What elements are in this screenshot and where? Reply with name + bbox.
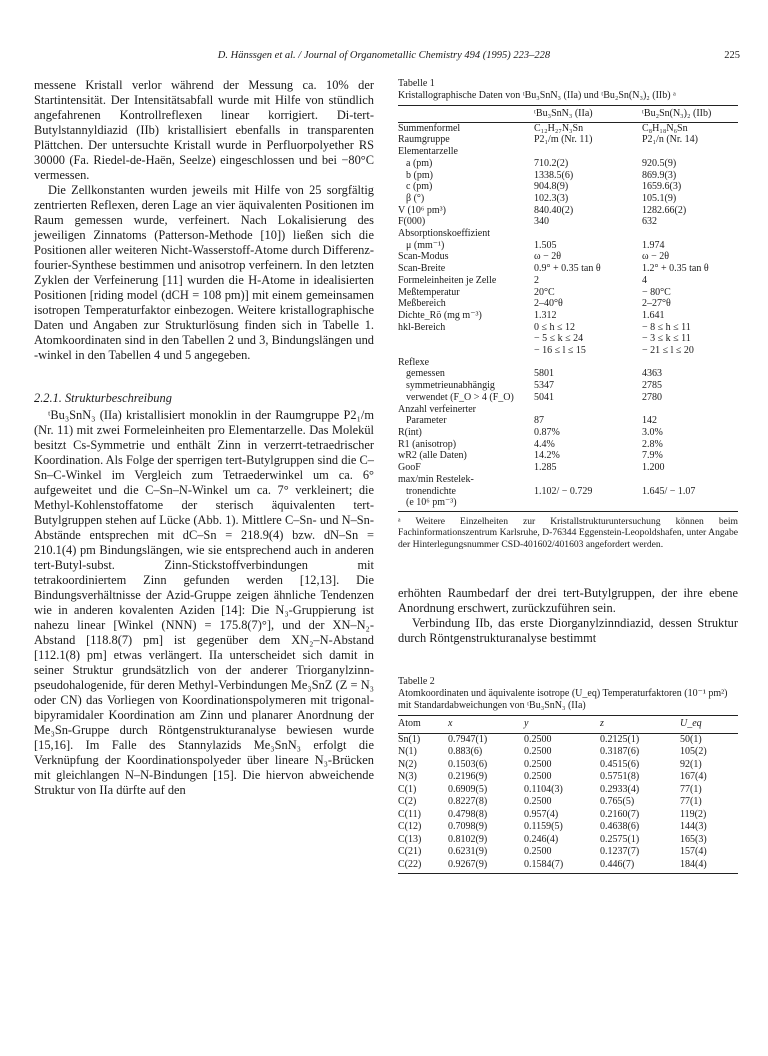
table2-row <box>398 746 738 759</box>
table1-cell: 2.8% <box>642 438 663 450</box>
table1-footnote: ᵃ Weitere Einzelheiten zur Kristallstrukturuntersuchung können beim Fachinformationszentrum Karlsruhe, D-76344 Eggenstein-Leopoldshafen, unter Angabe der Hinterlegungsnummer CSD-401602/401603 angefordert werden. <box>398 515 738 550</box>
table1-cell: − 8 ≤ h ≤ 11 <box>642 321 691 333</box>
table1-cell: hkl-Bereich <box>398 321 446 333</box>
table2-caption-text: Atomkoordinaten und äquivalente isotrope (U_eq) Temperaturfaktoren (10⁻¹ pm²) mit Standardabweichungen von ᵗBu₃SnN₃ (IIa) <box>398 688 728 712</box>
table1-cell: tronendichte <box>406 485 456 497</box>
table1-row <box>398 486 738 498</box>
table2-cell: C(12) <box>398 821 422 833</box>
table1 <box>398 106 738 509</box>
table1-cell <box>534 404 642 416</box>
table2-cell: 0.6909(5) <box>448 783 488 795</box>
table1-row <box>398 216 738 228</box>
table1-cell: C₈H₁₈N₆Sn <box>642 122 688 134</box>
table1-cell: 4 <box>642 274 647 286</box>
table1-cell: F(000) <box>398 216 426 228</box>
table2-cell: 0.2125(1) <box>600 733 640 745</box>
table1-cell: − 3 ≤ k ≤ 11 <box>642 333 691 345</box>
table1-cell: 0 ≤ h ≤ 12 <box>534 321 575 333</box>
table1-cell: 142 <box>642 415 657 427</box>
table2-cell: 0.8227(8) <box>448 796 488 808</box>
table1-cell <box>642 497 738 509</box>
table2-cell: N(2) <box>398 758 417 770</box>
table1-cell: Scan-Modus <box>398 251 449 263</box>
table2-cell: 0.2575(1) <box>600 833 640 845</box>
table1-cell: symmetrieunabhängig <box>406 380 495 392</box>
table1-row <box>398 497 738 509</box>
table2-row <box>398 846 738 859</box>
table1-row <box>398 287 738 299</box>
table1-header-row <box>398 106 738 122</box>
table1-cell: 710.2(2) <box>534 157 569 169</box>
table1-row <box>398 146 738 158</box>
table1-cell: − 21 ≤ l ≤ 20 <box>642 345 694 357</box>
table2-cell: 105(2) <box>680 746 707 758</box>
table1-cell: Absorptionskoeffizient <box>398 228 491 240</box>
table2-cell: 0.4798(8) <box>448 808 488 820</box>
table2-cell: 0.446(7) <box>600 859 680 874</box>
table1-cell: Summenformel <box>398 122 461 134</box>
table1-cell: 20°C <box>534 286 555 298</box>
table2-cell: 0.2500 <box>524 846 552 858</box>
table2-cell: C(2) <box>398 796 417 808</box>
table2-row <box>398 796 738 809</box>
table1-cell: − 16 ≤ l ≤ 15 <box>534 345 586 357</box>
table1-cell <box>642 228 738 240</box>
table1-row <box>398 205 738 217</box>
table1-row <box>398 368 738 380</box>
table2-cell: 0.8102(9) <box>448 833 488 845</box>
table1-row <box>398 298 738 310</box>
table1-header-cell: ᵗBu₂Sn(N₃)₂ (IIb) <box>642 106 738 122</box>
table2-row <box>398 809 738 822</box>
table1-cell: 1.645/ − 1.07 <box>642 485 696 497</box>
table2-row <box>398 859 738 874</box>
table2-cell: 0.2500 <box>524 758 552 770</box>
running-header <box>28 50 740 66</box>
table1-cell <box>642 357 738 369</box>
table2-cell: 157(4) <box>680 846 707 858</box>
table1-row <box>398 322 738 334</box>
table2-row <box>398 733 738 746</box>
table1-cell: P2₁/n (Nr. 14) <box>642 134 698 146</box>
table1-cell: − 80°C <box>642 286 671 298</box>
table1-cell <box>534 357 642 369</box>
table2-cell: 0.2500 <box>524 746 552 758</box>
table1-cell: max/min Restelek- <box>398 473 474 485</box>
table2-cell: C(1) <box>398 783 417 795</box>
page-number: 225 <box>724 50 740 61</box>
table1-cell: 1338.5(6) <box>534 169 574 181</box>
body-paragraph: erhöhten Raumbedarf der drei tert-Butylgruppen, der ihre ebene Anordnung erschwert, zurückzuführen sein. <box>398 586 738 616</box>
table1-cell <box>642 146 738 158</box>
table1-cell: 1.285 <box>534 462 557 474</box>
table2-row <box>398 784 738 797</box>
table2-header-row <box>398 716 738 733</box>
table1-cell: μ (mm⁻¹) <box>406 239 445 251</box>
table1-cell: Formeleinheiten je Zelle <box>398 274 497 286</box>
table1-cell: 1.312 <box>534 309 557 321</box>
table1-cell <box>534 474 642 486</box>
table1-cell <box>398 333 534 345</box>
table1-cell: − 5 ≤ k ≤ 24 <box>534 333 584 345</box>
table1-cell <box>534 228 642 240</box>
table1-cell: 1.641 <box>642 309 665 321</box>
table2-cell: N(1) <box>398 746 417 758</box>
table1-row <box>398 122 738 134</box>
right-body-text <box>398 586 738 646</box>
table2-cell: 0.9267(9) <box>448 859 524 874</box>
table1-row <box>398 474 738 486</box>
table2-cell: N(3) <box>398 771 417 783</box>
table2-cell: C(13) <box>398 833 422 845</box>
table2-cell: 0.2500 <box>524 771 552 783</box>
table1-cell <box>534 146 642 158</box>
table2-cell: 144(3) <box>680 821 707 833</box>
table1-row <box>398 415 738 427</box>
table2-cell: 0.2160(7) <box>600 808 640 820</box>
table1-cell: 2 <box>534 274 539 286</box>
table2-cell: 0.2196(9) <box>448 771 488 783</box>
table2-row <box>398 759 738 772</box>
table1-cell: 4.4% <box>534 438 555 450</box>
table1-header-cell: ᵗBu₃SnN₃ (IIa) <box>534 106 642 122</box>
table1-caption <box>398 78 738 102</box>
table1-cell: 14.2% <box>534 450 560 462</box>
table1-row <box>398 228 738 240</box>
journal-running-title: D. Hänssgen et al. / Journal of Organometallic Chemistry 494 (1995) 223–228 <box>217 50 551 61</box>
table1-cell: 632 <box>642 216 657 228</box>
table1-row <box>398 310 738 322</box>
table1-cell: 869.9(3) <box>642 169 677 181</box>
table1-row <box>398 450 738 462</box>
table2-cell: 77(1) <box>680 796 702 808</box>
table2-cell: Sn(1) <box>398 733 421 745</box>
table1-row <box>398 134 738 146</box>
table2-cell: 0.1503(6) <box>448 758 488 770</box>
section-paragraph: ᵗBu₃SnN₃ (IIa) kristallisiert monoklin in der Raumgruppe P2₁/m (Nr. 11) mit zwei Formeleinheiten pro Elementarzelle. Das Molekül besitzt Cs-Symmetrie und enthält Zinn in verzerrt-tetraedrischer Koordination. Als Folge der sperrigen tert-Butylgruppen sind die C–Sn–C-Winkel im Vergleich zum Tetraederwinkel um ca. 6° aufgeweitet und die C–Sn–N-Winkel um ca. 7° verkleinert; die Methyl-Kohlenstoffatome der sterisch äquivalenten tert-Butylgruppen stehen auf Lücke (Abb. 1). Mittlere C–Sn- und N–Sn-Abstände entsprechen mit dC–Sn = 218.9(4) bzw. dN–Sn = 210.1(4) pm Bindungslängen, wie sie entsprechend auch in anderen tert-Butyl-subst. Zinn-Stickstoffverbindungen mit tetrakoordiniertem Zinn gefunden werden [12,13]. Die Bindungsverhältnisse der Azid-Gruppe zeigen ähnliche Tendenzen wie in anderen kovalenten Aziden [14]: Die N₃-Gruppierung ist nahezu linear [Winkel (NNN) = 175.8(7)°], und der XN–N₂-Abstand [118.8(7) pm] ist gegenüber dem XN₂–N-Abstand [112.1(8) pm] etwas verlängert. IIa unterscheidet sich damit in seiner Struktur grundsätzlich von der anderer Triorganylzinn-pseudohalogenide, für deren Methyl-Verbindungen Me₃SnZ (Z = N₃ oder CN) das Vorliegen von Koordinationspolymeren mit trigonal-bipyramidaler Koordination am Zinn und planarer Anordnung der Me₃Sn-Gruppe durch Röntgenstrukturanalyse bewiesen wurde [15,16]. Im Falle des Stannylazids Me₃SnN₃ erfolgt die Verknüpfung der Koordinationspolyeder über lineare N₃-Brücken mit gleichlangen N–N-Bindungen [15]. Die hiervon abweichende Struktur von IIa dürfte auf den <box>34 408 374 797</box>
body-paragraph: Verbindung IIb, das erste Diorganylzinndiazid, dessen Struktur durch Röntgenstrukturanalyse bestimmt <box>398 616 738 646</box>
table1-cell: 5347 <box>534 380 554 392</box>
table1-row <box>398 380 738 392</box>
table2-header-cell: Atom <box>398 716 448 733</box>
table1-cell: P2₁/m (Nr. 11) <box>534 134 593 146</box>
table1-cell: 1.102/ − 0.729 <box>534 485 593 497</box>
table1-row <box>398 181 738 193</box>
table1-row <box>398 263 738 275</box>
table2-cell: 77(1) <box>680 783 702 795</box>
table1-cell: (e 10⁶ pm⁻³) <box>406 497 457 509</box>
table2-cell: 165(3) <box>680 833 707 845</box>
table1-cell <box>398 345 534 357</box>
table1-cell: R1 (anisotrop) <box>398 438 457 450</box>
table2-cell: 0.6231(9) <box>448 846 488 858</box>
table1-cell: 1282.66(2) <box>642 204 687 216</box>
table1-cell: 87 <box>534 415 544 427</box>
table2-cell: 0.1237(7) <box>600 846 640 858</box>
table2-row <box>398 771 738 784</box>
table1-cell: C₁₂H₂₇N₃Sn <box>534 122 584 134</box>
table2-cell: 0.246(4) <box>524 833 559 845</box>
table1-cell: gemessen <box>406 368 445 380</box>
table1-cell: 904.8(9) <box>534 181 569 193</box>
table1-row <box>398 333 738 345</box>
table1-cell: β (°) <box>406 192 425 204</box>
table1-caption-text: Kristallographische Daten von ᵗBu₃SnN₃ (IIa) und ᵗBu₂Sn(N₃)₂ (IIb) ᵃ <box>398 90 676 101</box>
table2-cell: 92(1) <box>680 758 702 770</box>
table2-cell: 0.3187(6) <box>600 746 640 758</box>
table1-cell: ω − 2θ <box>534 251 562 263</box>
table1-cell: 1.2° + 0.35 tan θ <box>642 263 709 275</box>
left-column <box>34 78 374 798</box>
table2-header-cell: x <box>448 716 524 733</box>
table2-caption <box>398 676 738 712</box>
table1-cell: c (pm) <box>406 181 433 193</box>
table2-cell: 0.2933(4) <box>600 783 640 795</box>
table2-cell: 0.1584(7) <box>524 859 600 874</box>
table2-header-cell: y <box>524 716 600 733</box>
table1-cell <box>534 497 642 509</box>
table1-cell: Meßtemperatur <box>398 286 460 298</box>
table2 <box>398 716 738 874</box>
table1-row <box>398 251 738 263</box>
table1-cell: 5041 <box>534 391 554 403</box>
table2-row <box>398 821 738 834</box>
table1-row <box>398 392 738 404</box>
table1-cell: 105.1(9) <box>642 192 677 204</box>
table2-cell: 0.1159(5) <box>524 821 563 833</box>
table2-cell: 0.765(5) <box>600 796 635 808</box>
table1-cell: verwendet (F_O > 4 (F_O) <box>406 391 514 403</box>
table1-cell: Elementarzelle <box>398 146 458 158</box>
table2-header-cell: U_eq <box>680 716 738 733</box>
table1-row <box>398 427 738 439</box>
body-paragraph: messene Kristall verlor während der Messung ca. 10% der Startintensität. Der Intensitätsabfall wurde mit Hilfe von stündlich angefahrenen Kontrollreflexen linear korrigiert. Di-tert-Butylstannyldiazid (IIb) kristallisiert ebenfalls in transparenten Plättchen. Der untersuchte Kristall wurde in Perfluorpolyether RS 30000 (Fa. Riedel-de-Haën, Seelze) eingeschlossen und bei −80°C vermessen. <box>34 78 374 182</box>
table1-label: Tabelle 1 <box>398 78 435 89</box>
table2-cell: 0.4638(6) <box>600 821 640 833</box>
table1-cell: Scan-Breite <box>398 263 446 275</box>
table1-cell: R(int) <box>398 426 422 438</box>
table1-cell: Raumgruppe <box>398 134 450 146</box>
table1-cell: Dichte_Rö (mg m⁻³) <box>398 309 482 321</box>
table2-cell: C(22) <box>398 859 448 874</box>
table1-row <box>398 439 738 451</box>
table1-cell: 2–27°θ <box>642 298 671 310</box>
table1-cell: Reflexe <box>398 356 430 368</box>
table2-cell: 0.883(6) <box>448 746 483 758</box>
table1-row <box>398 193 738 205</box>
table2-cell: 0.1104(3) <box>524 783 563 795</box>
table1-cell: 102.3(3) <box>534 192 569 204</box>
table2-cell: 0.7098(9) <box>448 821 488 833</box>
table2-cell: C(21) <box>398 846 422 858</box>
table1-cell: 920.5(9) <box>642 157 677 169</box>
table2-cell: 0.7947(1) <box>448 733 488 745</box>
table1-row <box>398 345 738 357</box>
table2-cell: C(11) <box>398 808 421 820</box>
table1-cell: 1.974 <box>642 239 665 251</box>
table1-cell: 7.9% <box>642 450 663 462</box>
table1-cell: wR2 (alle Daten) <box>398 450 467 462</box>
table2-header-cell: z <box>600 716 680 733</box>
table1-bottom-rule <box>398 511 738 512</box>
table1-cell <box>642 474 738 486</box>
table2-row <box>398 834 738 847</box>
table1-cell <box>642 404 738 416</box>
table2-cell: 0.4515(6) <box>600 758 640 770</box>
table1-cell: ω − 2θ <box>642 251 670 263</box>
table1-row <box>398 404 738 416</box>
table1-cell: 1.200 <box>642 462 665 474</box>
table1-cell: a (pm) <box>406 157 433 169</box>
table1-cell: Anzahl verfeinerter <box>398 403 477 415</box>
table1-row <box>398 357 738 369</box>
table1-cell: 0.9° + 0.35 tan θ <box>534 263 601 275</box>
table1-cell: Parameter <box>406 415 447 427</box>
table2-cell: 50(1) <box>680 733 702 745</box>
table1-cell: 1659.6(3) <box>642 181 682 193</box>
table1-row <box>398 240 738 252</box>
table1-cell: 1.505 <box>534 239 557 251</box>
table2-cell: 0.2500 <box>524 733 552 745</box>
table2-cell: 0.5751(8) <box>600 771 640 783</box>
right-column <box>398 78 738 874</box>
table2-cell: 0.2500 <box>524 796 552 808</box>
table1-row <box>398 158 738 170</box>
table1-cell: 3.0% <box>642 426 663 438</box>
table2-cell: 119(2) <box>680 808 707 820</box>
table1-cell: b (pm) <box>406 169 433 181</box>
table1-cell: 4363 <box>642 368 662 380</box>
table1-cell: GooF <box>398 462 421 474</box>
table1-cell: V (10⁶ pm³) <box>398 204 446 216</box>
table1-cell: 0.87% <box>534 426 560 438</box>
table1-cell: 340 <box>534 216 549 228</box>
table1-cell: Meßbereich <box>398 298 446 310</box>
section-heading: 2.2.1. Strukturbeschreibung <box>34 391 172 405</box>
table1-row <box>398 275 738 287</box>
table1-cell: 840.40(2) <box>534 204 574 216</box>
body-paragraph: Die Zellkonstanten wurden jeweils mit Hilfe von 25 sorgfältig zentrierten Reflexen, deren Lage an vier äquivalenten Positionen im Raum gemessen wurde, verfeinert. Nach Lokalisierung des jeweiligen Zinnatoms (Patterson-Methode [10]) ließen sich die Positionen aller weiteren Nicht-Wasserstoff-Atome durch Differenz-fourier-Synthese bestimmen und anisotrop verfeinern. In den letzten Zyklen der Verfeinerung [11] wurden die H-Atome in idealisierten Positionen [riding model (dCH = 108 pm)] mit einem gemeinsamen isotropen Temperaturfaktor einbezogen. Weitere kristallographische Daten und Angaben zur Strukturlösung finden sich in Tabelle 1. Atomkoordinaten sind in den Tabellen 2 und 3, Bindungslängen und -winkel in den Tabellen 4 und 5 angegeben. <box>34 183 374 362</box>
table1-cell: 2780 <box>642 391 662 403</box>
table1-header-cell <box>398 106 534 122</box>
table2-cell: 184(4) <box>680 859 738 874</box>
table2-label: Tabelle 2 <box>398 676 435 688</box>
table1-cell: 2–40°θ <box>534 298 563 310</box>
table1-row <box>398 170 738 182</box>
table1-cell: 2785 <box>642 380 662 392</box>
table1-row <box>398 462 738 474</box>
table1-cell: 5801 <box>534 368 554 380</box>
table2-cell: 167(4) <box>680 771 707 783</box>
table2-cell: 0.957(4) <box>524 808 559 820</box>
